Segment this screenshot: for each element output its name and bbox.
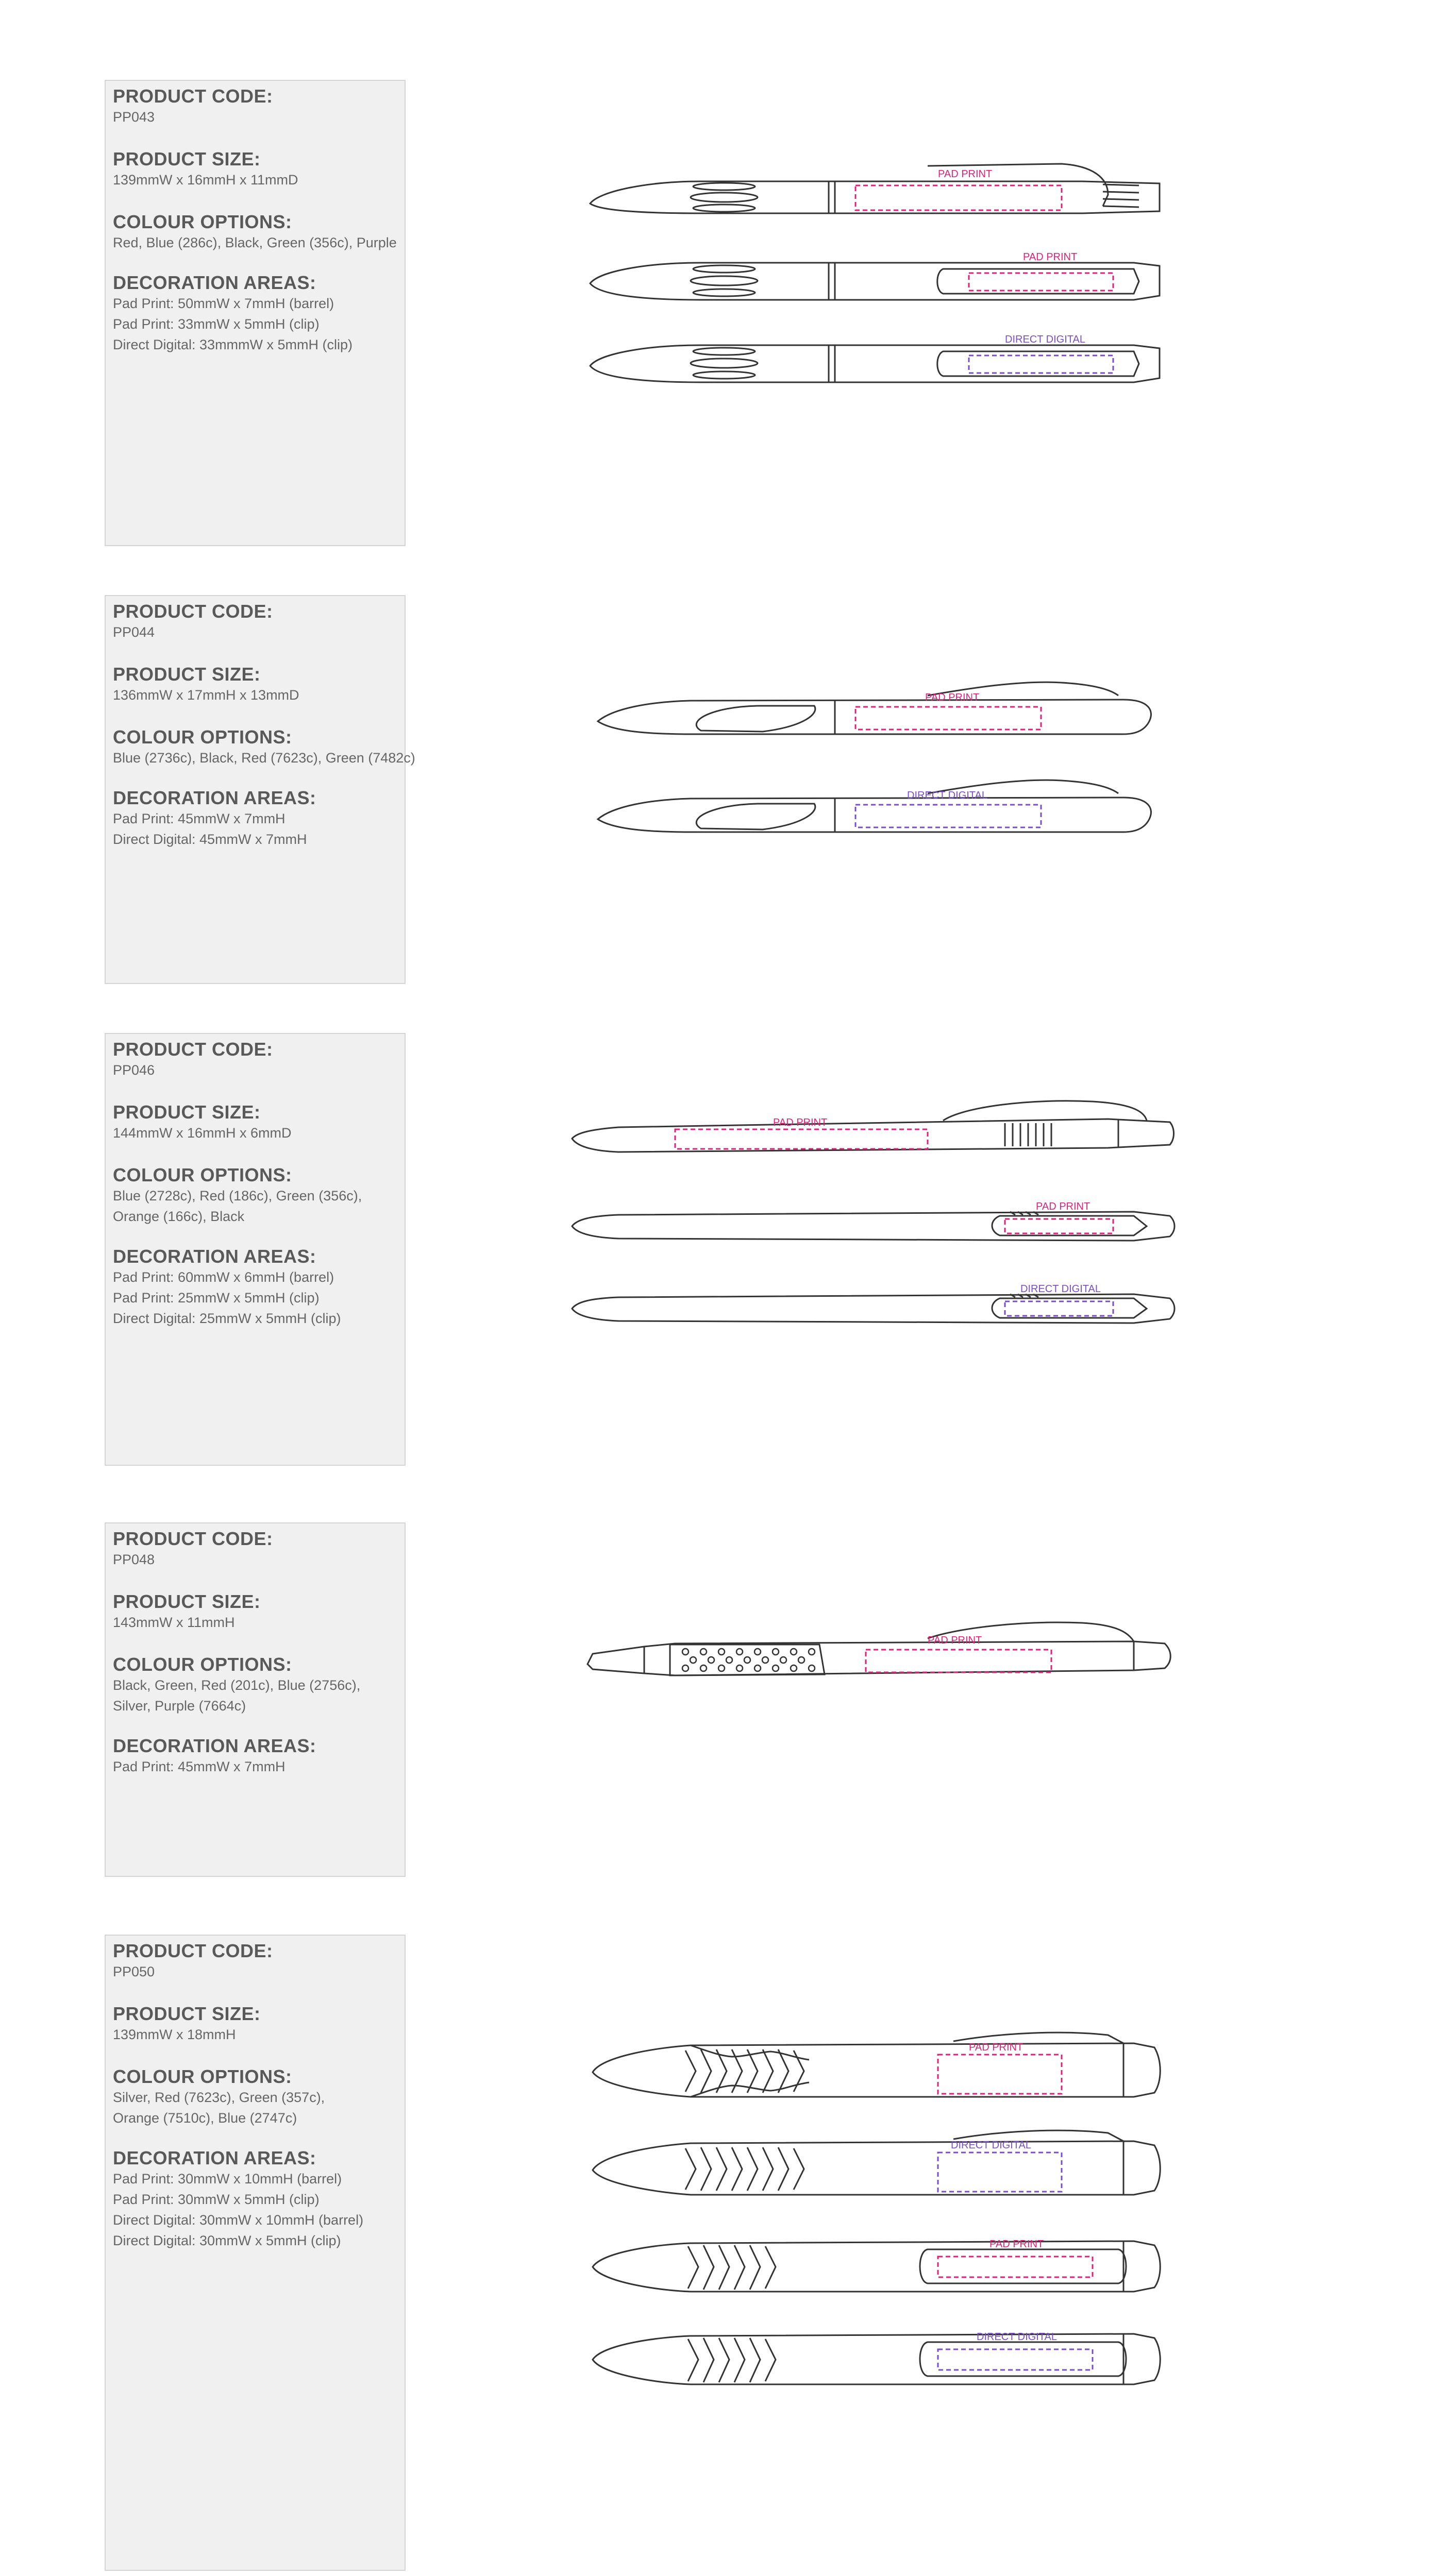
- decoration-area: Pad Print: 30mmW x 10mmH (barrel): [113, 2171, 342, 2187]
- product-size-label: PRODUCT SIZE:: [113, 2003, 261, 2024]
- direct-digital-label: DIRECT DIGITAL: [1020, 1283, 1101, 1295]
- decoration-area: Pad Print: 45mmW x 7mmH: [113, 1759, 286, 1774]
- colour-options: Red, Blue (286c), Black, Green (356c), Purple: [113, 235, 397, 250]
- colour-options: Silver, Purple (7664c): [113, 1698, 246, 1714]
- decoration-area: Direct Digital: 30mmW x 5mmH (clip): [113, 2233, 341, 2248]
- direct-digital-label: DIRECT DIGITAL: [977, 2331, 1057, 2343]
- product-code: PP046: [113, 1062, 155, 1078]
- product-size: 139mmW x 16mmH x 11mmD: [113, 172, 298, 188]
- pad-print-label: PAD PRINT: [989, 2239, 1044, 2250]
- pen-illustrations: [515, 670, 1185, 866]
- decoration-area: Direct Digital: 33mmmW x 5mmH (clip): [113, 337, 353, 352]
- direct-digital-label: DIRECT DIGITAL: [951, 2140, 1031, 2151]
- product-code-label: PRODUCT CODE:: [113, 1039, 273, 1060]
- pen-drawing-pad-print: [515, 670, 1185, 768]
- decoration-area: Pad Print: 60mmW x 6mmH (barrel): [113, 1269, 334, 1285]
- colour-options: Silver, Red (7623c), Green (357c),: [113, 2090, 325, 2105]
- product-panel: [105, 1522, 406, 1877]
- pen-illustrations: [515, 2014, 1185, 2401]
- pen-drawing-direct-digital-barrel: [515, 2112, 1185, 2215]
- decoration-areas-label: DECORATION AREAS:: [113, 1246, 316, 1267]
- pad-print-label: PAD PRINT: [938, 168, 993, 180]
- colour-options: Black, Green, Red (201c), Blue (2756c),: [113, 1677, 361, 1693]
- pen-drawing-direct-digital: [515, 768, 1185, 866]
- colour-options-label: COLOUR OPTIONS:: [113, 726, 292, 748]
- product-size: 143mmW x 11mmH: [113, 1615, 235, 1630]
- product-size-label: PRODUCT SIZE:: [113, 1591, 261, 1612]
- pen-drawing-pad-print-barrel: [515, 2014, 1185, 2112]
- pad-print-label: PAD PRINT: [773, 1117, 828, 1128]
- pen-illustrations: [515, 1082, 1185, 1350]
- colour-options-label: COLOUR OPTIONS:: [113, 1164, 292, 1185]
- product-size: 139mmW x 18mmH: [113, 2027, 236, 2042]
- product-panel: [105, 1935, 406, 2571]
- product-code-label: PRODUCT CODE:: [113, 86, 273, 107]
- product-code-label: PRODUCT CODE:: [113, 1528, 273, 1549]
- direct-digital-label: DIRECT DIGITAL: [907, 790, 987, 801]
- pen-illustrations: [515, 1602, 1185, 1695]
- product-size-label: PRODUCT SIZE:: [113, 664, 261, 685]
- pad-print-label: PAD PRINT: [925, 692, 980, 703]
- product-panel: [105, 80, 406, 546]
- pen-drawing-pad-print-clip: [515, 1185, 1185, 1267]
- colour-options: Orange (7510c), Blue (2747c): [113, 2110, 297, 2126]
- pen-drawing-direct-digital-clip: [515, 325, 1185, 407]
- decoration-area: Pad Print: 30mmW x 5mmH (clip): [113, 2192, 320, 2207]
- pen-drawing-direct-digital-clip: [515, 2308, 1185, 2401]
- product-panel: [105, 1033, 406, 1466]
- decoration-area: Pad Print: 45mmW x 7mmH: [113, 811, 286, 826]
- decoration-area: Direct Digital: 30mmW x 10mmH (barrel): [113, 2212, 364, 2228]
- product-size-label: PRODUCT SIZE:: [113, 1101, 261, 1123]
- decoration-area: Pad Print: 33mmW x 5mmH (clip): [113, 316, 320, 332]
- product-code: PP043: [113, 109, 155, 125]
- pen-drawing-pad-print: [515, 1602, 1185, 1695]
- decoration-area: Direct Digital: 45mmW x 7mmH: [113, 832, 307, 847]
- product-size: 136mmW x 17mmH x 13mmD: [113, 687, 299, 703]
- pen-drawing-direct-digital-clip: [515, 1267, 1185, 1350]
- colour-options: Blue (2736c), Black, Red (7623c), Green (7482c): [113, 750, 415, 766]
- decoration-areas-label: DECORATION AREAS:: [113, 2147, 316, 2168]
- decoration-area: Pad Print: 25mmW x 5mmH (clip): [113, 1290, 320, 1306]
- product-code-label: PRODUCT CODE:: [113, 1940, 273, 1961]
- product-size-label: PRODUCT SIZE:: [113, 148, 261, 170]
- product-code: PP048: [113, 1552, 155, 1567]
- pen-drawing-pad-print-barrel: [515, 155, 1185, 242]
- product-code-label: PRODUCT CODE:: [113, 601, 273, 622]
- decoration-area: Direct Digital: 25mmW x 5mmH (clip): [113, 1311, 341, 1326]
- decoration-areas-label: DECORATION AREAS:: [113, 1735, 316, 1756]
- pen-drawing-pad-print-clip: [515, 2215, 1185, 2308]
- product-panel: [105, 595, 415, 984]
- product-size: 144mmW x 16mmH x 6mmD: [113, 1125, 292, 1141]
- colour-options-label: COLOUR OPTIONS:: [113, 1654, 292, 1675]
- decoration-areas-label: DECORATION AREAS:: [113, 272, 316, 293]
- product-code: PP044: [113, 624, 155, 640]
- colour-options: Blue (2728c), Red (186c), Green (356c),: [113, 1188, 362, 1204]
- decoration-areas-label: DECORATION AREAS:: [113, 787, 316, 808]
- pen-drawing-pad-print-clip: [515, 242, 1185, 325]
- pad-print-label: PAD PRINT: [969, 2042, 1023, 2053]
- colour-options: Orange (166c), Black: [113, 1209, 245, 1224]
- colour-options-label: COLOUR OPTIONS:: [113, 211, 292, 232]
- pen-drawing-pad-print-barrel: [515, 1082, 1185, 1185]
- pen-illustrations: [515, 155, 1185, 407]
- pad-print-label: PAD PRINT: [1023, 251, 1078, 263]
- colour-options-label: COLOUR OPTIONS:: [113, 2066, 292, 2087]
- direct-digital-label: DIRECT DIGITAL: [1005, 334, 1085, 345]
- product-code: PP050: [113, 1964, 155, 1979]
- pad-print-label: PAD PRINT: [928, 1635, 982, 1646]
- pad-print-label: PAD PRINT: [1036, 1201, 1090, 1212]
- decoration-area: Pad Print: 50mmW x 7mmH (barrel): [113, 296, 334, 311]
